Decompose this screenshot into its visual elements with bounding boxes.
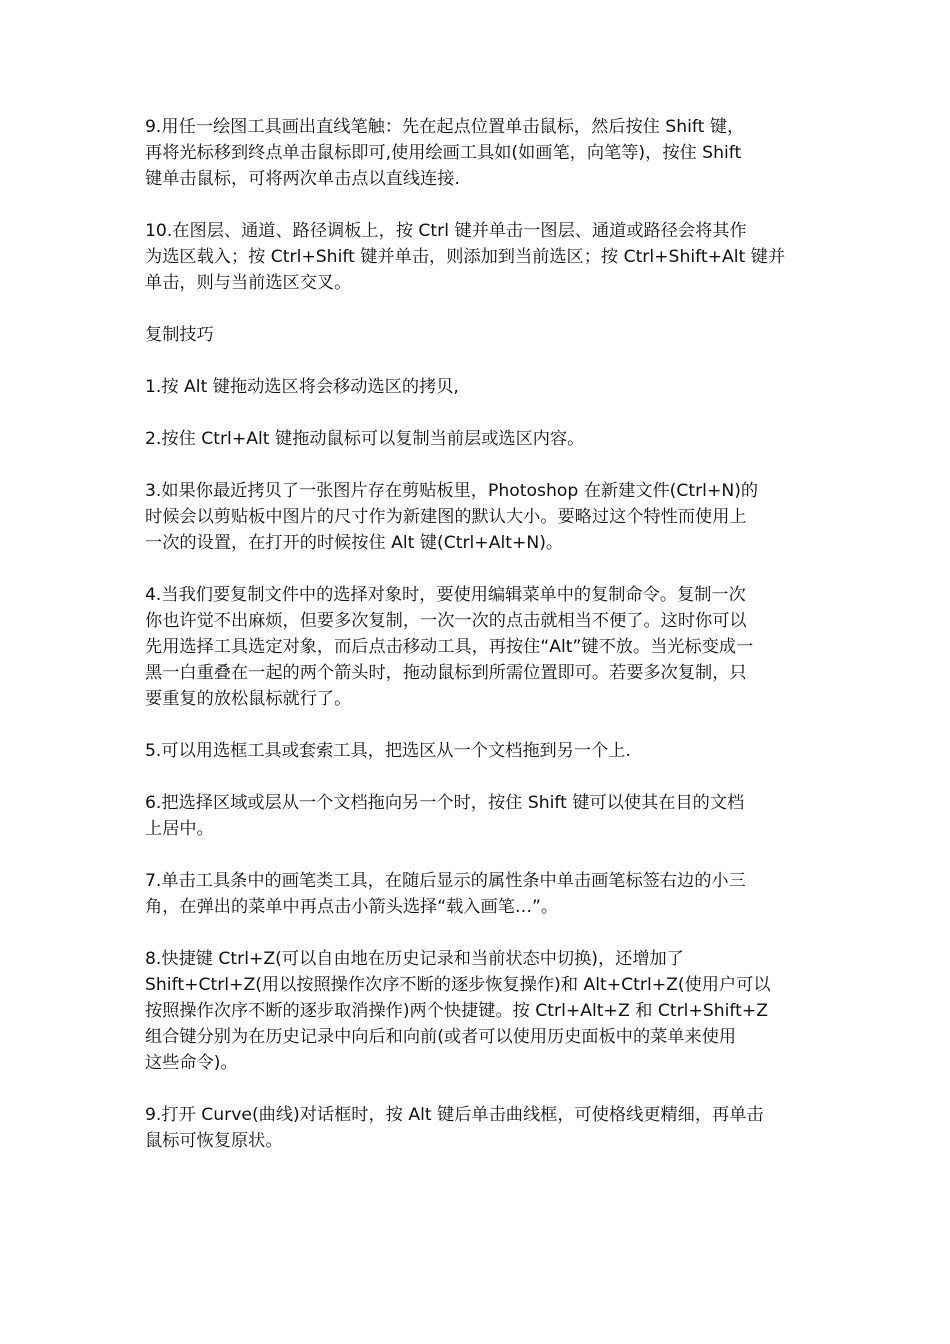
paragraph-copy-tip-6: 6.把选择区域或层从一个文档拖向另一个时，按住 Shift 键可以使其在目的文档 上居中。 [145, 793, 745, 839]
paragraph-copy-tip-8: 8.快捷键 Ctrl+Z(可以自由地在历史记录和当前状态中切换)，还增加了 Shift+Ctrl+Z(用以按照操作次序不断的逐步恢复操作)和 Alt+Ctrl+Z(使用户可以 按照操作次序不断的逐步取消操作)两个快捷键。按 Ctrl+Alt+Z 和 Ctrl+Shift+Z 组合键分别为在历史记录中向后和向前(或者可以使用历史面板中的菜单来使用 这些命令)。 [145, 949, 771, 1073]
paragraph-copy-tip-3: 3.如果你最近拷贝了一张图片存在剪贴板里，Photoshop 在新建文件(Ctrl+N)的 时候会以剪贴板中图片的尺寸作为新建图的默认大小。要略过这个特性而使用上 一次的设置，在打开的时候按住 Alt 键(Ctrl+Alt+N)。 [145, 481, 759, 553]
paragraph-copy-tip-1: 1.按 Alt 键拖动选区将会移动选区的拷贝, [145, 377, 459, 397]
paragraph-copy-tip-7: 7.单击工具条中的画笔类工具，在随后显示的属性条中单击画笔标签右边的小三 角，在弹出的菜单中再点击小箭头选择“载入画笔…”。 [145, 871, 746, 917]
paragraph-load-selection-tip: 10.在图层、通道、路径调板上，按 Ctrl 键并单击一图层、通道或路径会将其作 为选区载入；按 Ctrl+Shift 键并单击，则添加到当前选区；按 Ctrl+Shift+Alt 键并 单击，则与当前选区交叉。 [145, 221, 786, 293]
paragraph-copy-tip-9: 9.打开 Curve(曲线)对话框时，按 Alt 键后单击曲线框，可使格线更精细，再单击 鼠标可恢复原状。 [145, 1105, 764, 1151]
section-heading-copy-tips: 复制技巧 [145, 325, 214, 345]
document-page [145, 114, 811, 1180]
paragraph-copy-tip-4: 4.当我们要复制文件中的选择对象时，要使用编辑菜单中的复制命令。复制一次 你也许觉不出麻烦，但要多次复制，一次一次的点击就相当不便了。这时你可以 先用选择工具选定对象，而后点击移动工具，再按住“Alt”键不放。当光标变成一 黑一白重叠在一起的两个箭头时，拖动鼠标到所需位置即可。若要多次复制，只 要重复的放松鼠标就行了。 [145, 585, 754, 709]
paragraph-copy-tip-5: 5.可以用选框工具或套索工具，把选区从一个文档拖到另一个上. [145, 741, 631, 761]
paragraph-straight-line-tip: 9.用任一绘图工具画出直线笔触：先在起点位置单击鼠标，然后按住 Shift 键， 再将光标移到终点单击鼠标即可,使用绘画工具如(如画笔，向笔等)，按住 Shift 键单击鼠标，可将两次单击点以直线连接. [145, 117, 745, 189]
paragraph-copy-tip-2: 2.按住 Ctrl+Alt 键拖动鼠标可以复制当前层或选区内容。 [145, 429, 585, 449]
